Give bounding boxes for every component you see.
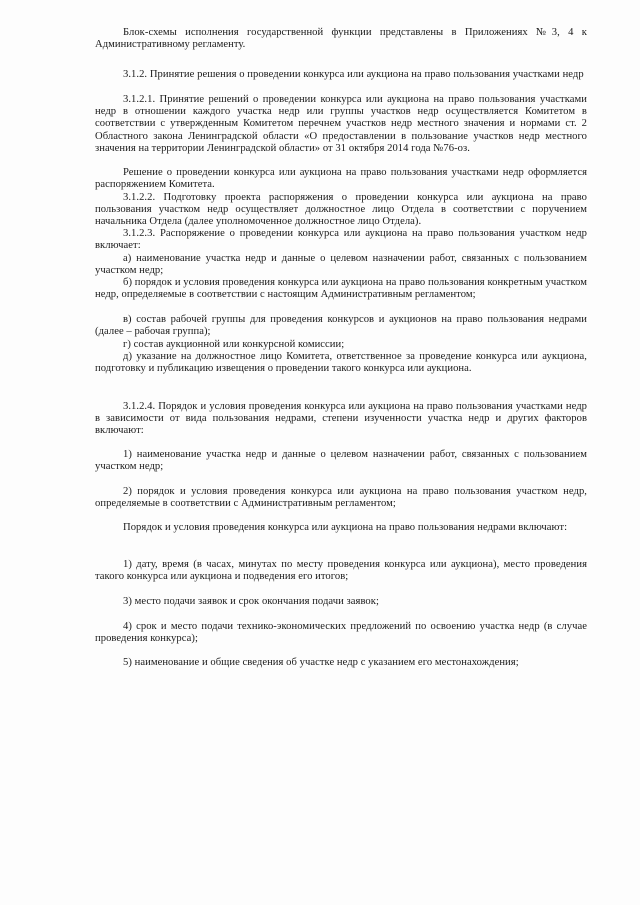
paragraph-3-1-2-4: 3.1.2.4. Порядок и условия проведения конкурса или аукциона на право пользования участками недр в зависимости от вида пользования недрами, степени изученности участка недр и других факторов включают: bbox=[95, 401, 587, 437]
list-item-b: б) порядок и условия проведения конкурса или аукциона на право пользования конкретным участком недр, определяемые в соответствии с настоящим Административным регламентом; bbox=[95, 277, 587, 301]
list-item-1-date: 1) дату, время (в часах, минутах по месту проведения конкурса или аукциона), место проведения такого конкурса или аукциона и подведения его итогов; bbox=[95, 559, 587, 583]
paragraph-decision: Решение о проведении конкурса или аукциона на право пользования участками недр оформляется распоряжением Комитета. bbox=[95, 167, 587, 191]
section-heading-3-1-2: 3.1.2. Принятие решения о проведении конкурса или аукциона на право пользования участками недр bbox=[123, 69, 584, 80]
list-item-1-name: 1) наименование участка недр и данные о целевом назначении работ, связанных с пользованием участком недр; bbox=[95, 449, 587, 473]
list-item-2-procedure: 2) порядок и условия проведения конкурса или аукциона на право пользования участком недр, определяемые в соответствии с Административным регламентом; bbox=[95, 486, 587, 510]
list-item-3-place: 3) место подачи заявок и срок окончания подачи заявок; bbox=[123, 596, 379, 607]
list-item-a: а) наименование участка недр и данные о целевом назначении работ, связанных с пользованием участком недр; bbox=[95, 253, 587, 277]
paragraph-3-1-2-2: 3.1.2.2. Подготовку проекта распоряжения о проведении конкурса или аукциона на право пользования участком недр осуществляет должностное лицо Отдела в соответствии с поручением начальника Отдела (далее уполномоченное должностное лицо Отдела). bbox=[95, 192, 587, 228]
list-item-v: в) состав рабочей группы для проведения конкурсов и аукционов на право пользования недрами (далее – рабочая группа); bbox=[95, 314, 587, 338]
list-item-5-subsoil: 5) наименование и общие сведения об участке недр с указанием его местонахождения; bbox=[123, 657, 519, 668]
paragraph-3-1-2-1: 3.1.2.1. Принятие решений о проведении конкурса или аукциона на право пользования участками недр в отношении каждого участка недр или группы участков недр осуществляется Комитетом в соответствии с утвержденным Комитетом перечнем участков недр местного значения и нормами ст. 2 Областного закона Ленинградской области «О предоставлении в пользование участков недр местного значения на территории Ленинградской области» от 31 октября 2014 года №76-оз. bbox=[95, 94, 587, 154]
list-item-d: д) указание на должностное лицо Комитета, ответственное за проведение конкурса или аукциона, подготовку и публикацию извещения о проведении такого конкурса или аукциона. bbox=[95, 351, 587, 375]
paragraph-procedure-include: Порядок и условия проведения конкурса или аукциона на право пользования недрами включают: bbox=[123, 522, 568, 533]
paragraph-flowcharts: Блок-схемы исполнения государственной функции представлены в Приложениях №3, 4 к Административному регламенту. bbox=[95, 27, 587, 51]
list-item-4-proposals: 4) срок и место подачи технико-экономических предложений по освоению участка недр (в случае проведения конкурса); bbox=[95, 621, 587, 645]
list-item-g: г) состав аукционной или конкурсной комиссии; bbox=[123, 339, 345, 350]
paragraph-3-1-2-3: 3.1.2.3. Распоряжение о проведении конкурса или аукциона на право пользования участком недр включает: bbox=[95, 228, 587, 252]
